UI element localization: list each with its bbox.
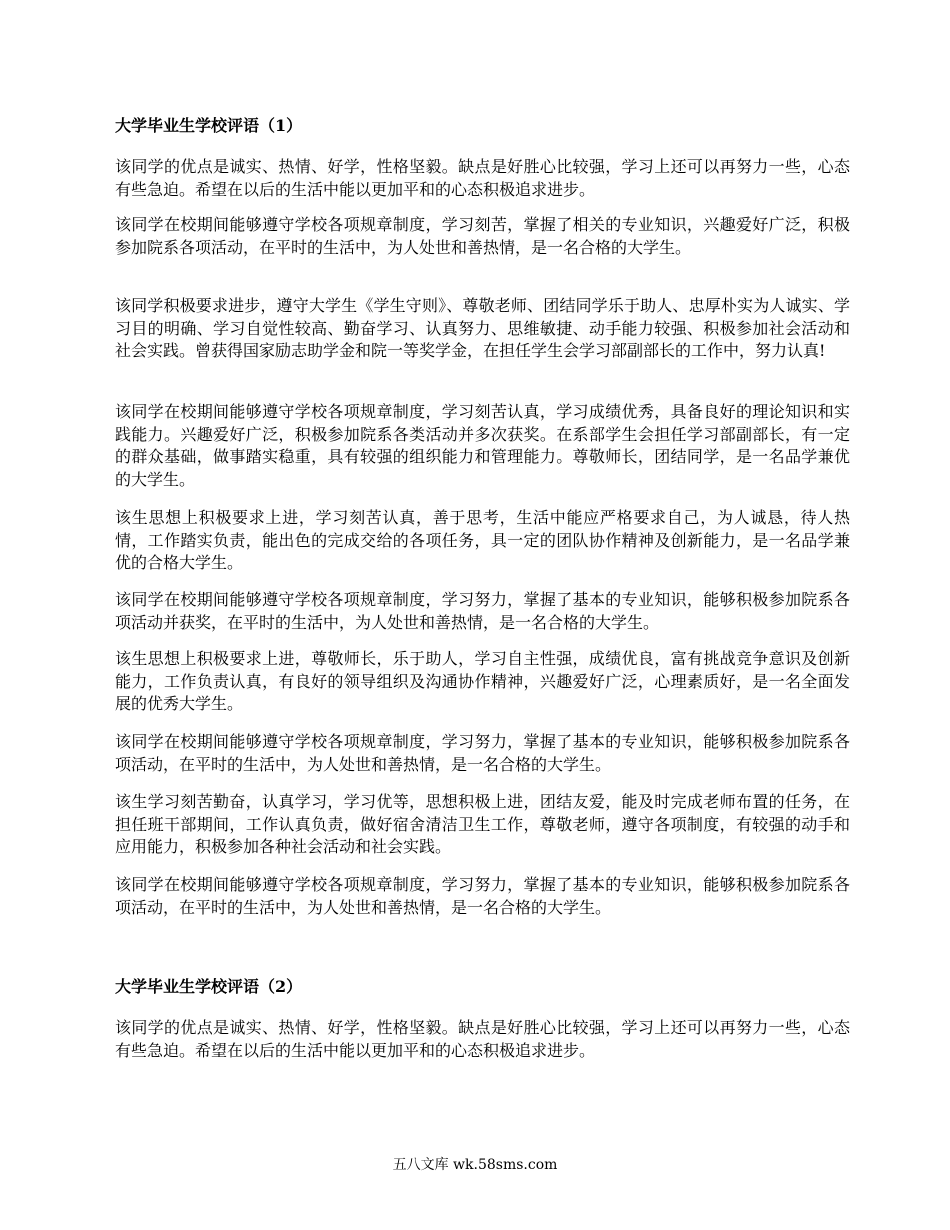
paragraph: 该同学在校期间能够遵守学校各项规章制度，学习刻苦，掌握了相关的专业知识，兴趣爱好广泛，积极参加院系各项活动，在平时的生活中，为人处世和善热情，是一名合格的大学生。 [115,215,850,257]
paragraph: 该同学的优点是诚实、热情、好学，性格坚毅。缺点是好胜心比较强，学习上还可以再努力一些，心态有些急迫。希望在以后的生活中能以更加平和的心态积极追求进步。 [115,1018,850,1060]
section-title-2: 大学毕业生学校评语（2） [115,977,303,996]
paragraph: 该生思想上积极要求上进，尊敬师长，乐于助人，学习自主性强，成绩优良，富有挑战竞争意识及创新能力，工作负责认真，有良好的领导组织及沟通协作精神，兴趣爱好广泛，心理素质好，是一名全面发展的优秀大学生。 [115,649,850,713]
paragraph: 该生思想上积极要求上进，学习刻苦认真，善于思考，生活中能应严格要求自己，为人诚恳，待人热情，工作踏实负责，能出色的完成交给的各项任务，具一定的团队协作精神及创新能力，是一名品学兼优的合格大学生。 [115,508,850,572]
paragraph: 该同学在校期间能够遵守学校各项规章制度，学习努力，掌握了基本的专业知识，能够积极参加院系各项活动，在平时的生活中，为人处世和善热情，是一名合格的大学生。 [115,732,850,774]
paragraph: 该同学在校期间能够遵守学校各项规章制度，学习努力，掌握了基本的专业知识，能够积极参加院系各项活动并获奖，在平时的生活中，为人处世和善热情，是一名合格的大学生。 [115,590,850,632]
paragraph: 该同学在校期间能够遵守学校各项规章制度，学习努力，掌握了基本的专业知识，能够积极参加院系各项活动，在平时的生活中，为人处世和善热情，是一名合格的大学生。 [115,875,850,917]
paragraph: 该生学习刻苦勤奋，认真学习，学习优等，思想积极上进，团结友爱，能及时完成老师布置的任务，在担任班干部期间，工作认真负责，做好宿舍清洁卫生工作，尊敬老师，遵守各项制度，有较强的动手和应用能力，积极参加各种社会活动和社会实践。 [115,792,850,856]
paragraph: 该同学的优点是诚实、热情、好学，性格坚毅。缺点是好胜心比较强，学习上还可以再努力一些，心态有些急迫。希望在以后的生活中能以更加平和的心态积极追求进步。 [115,157,850,199]
section-title-1: 大学毕业生学校评语（1） [115,116,303,135]
paragraph: 该同学积极要求进步，遵守大学生《学生守则》、尊敬老师、团结同学乐于助人、忠厚朴实为人诚实、学习目的明确、学习自觉性较高、勤奋学习、认真努力、思维敏捷、动手能力较强、积极参加社会活动和社会实践。曾获得国家励志助学金和院一等奖学金，在担任学生会学习部副部长的工作中，努力认真! [115,296,850,360]
paragraph: 该同学在校期间能够遵守学校各项规章制度，学习刻苦认真，学习成绩优秀，具备良好的理论知识和实践能力。兴趣爱好广泛，积极参加院系各类活动并多次获奖。在系部学生会担任学习部副部长，有一定的群众基础，做事踏实稳重，具有较强的组织能力和管理能力。尊敬师长，团结同学，是一名品学兼优的大学生。 [115,402,850,489]
footer-watermark: 五八文库 wk.58sms.com [392,1157,558,1173]
